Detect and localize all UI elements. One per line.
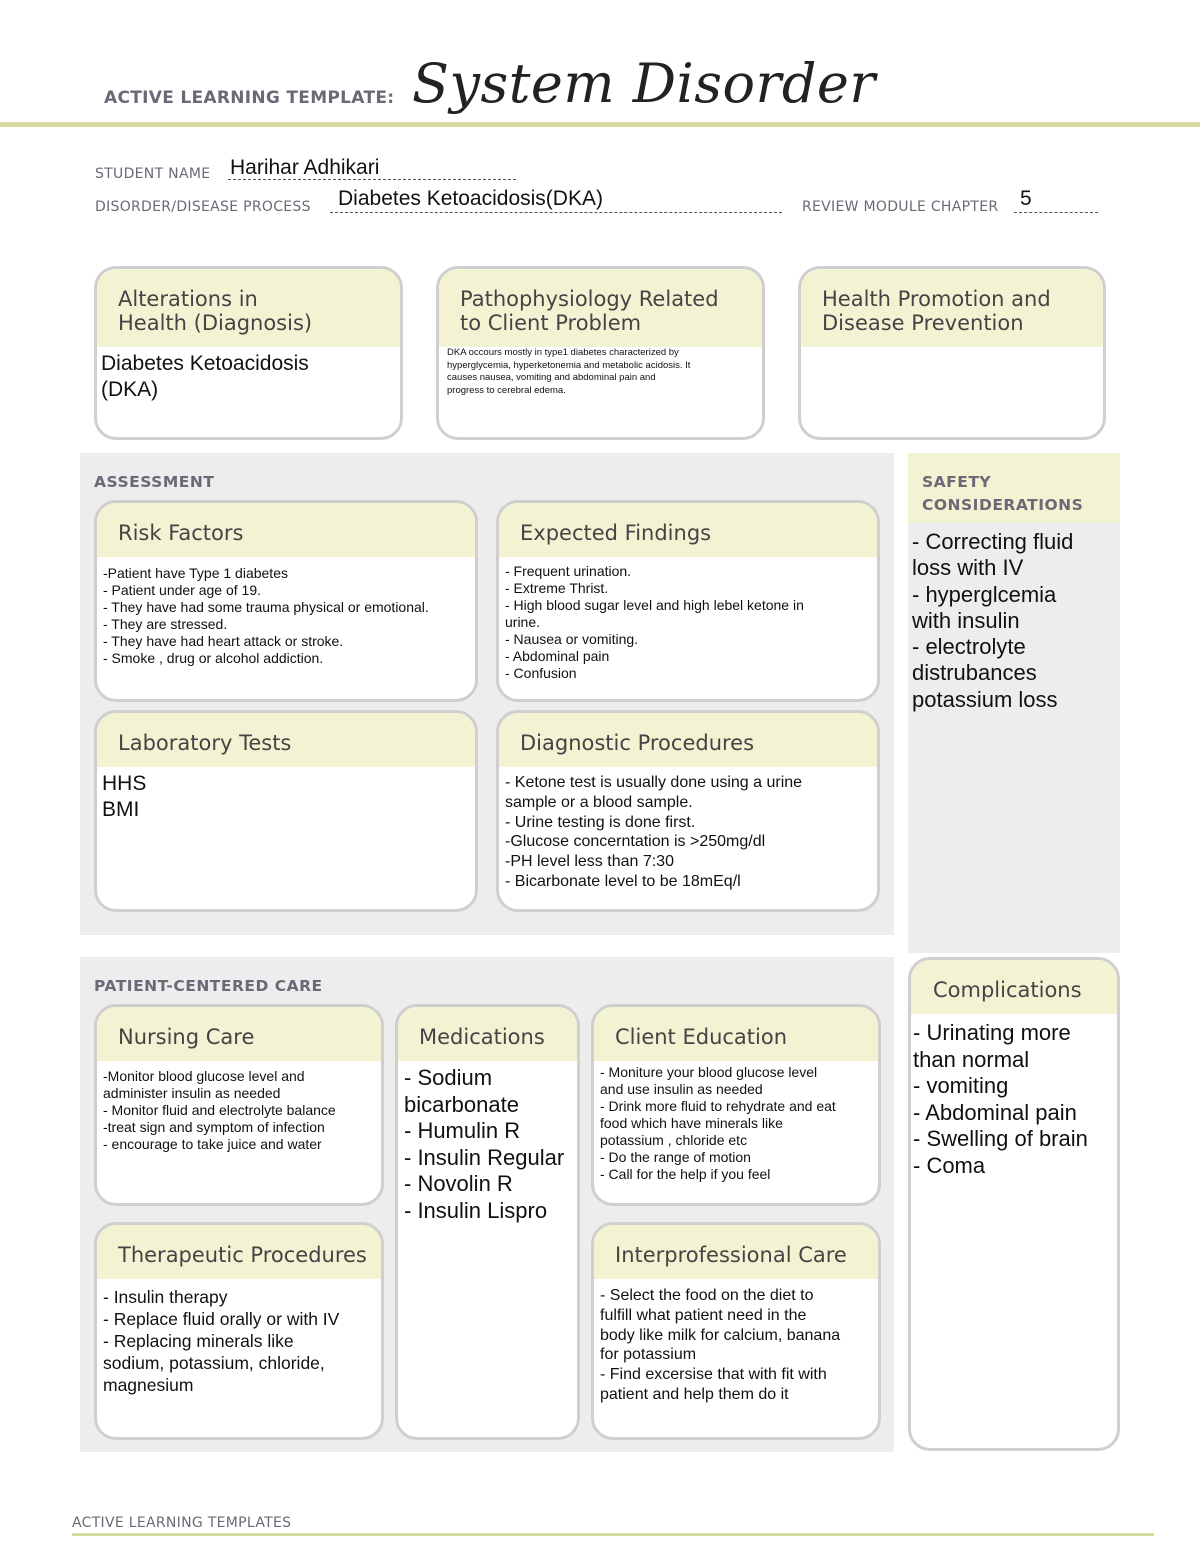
client-education-card [591, 1004, 881, 1206]
safety-body[interactable]: - Correcting fluid loss with IV - hyperglcemia with insulin - electrolyte distrubances potassium loss [912, 529, 1074, 712]
medications-body[interactable]: - Sodium bicarbonate - Humulin R - Insulin Regular - Novolin R - Insulin Lispro [404, 1065, 565, 1223]
therapeutic-procedures-body[interactable]: - Insulin therapy - Replace fluid orally or with IV - Replacing minerals like sodium, potassium, chloride, magnesium [103, 1287, 340, 1395]
disorder-line [330, 211, 782, 213]
pathophysiology-body[interactable]: DKA occours mostly in type1 diabetes characterized by hyperglycemia, hyperketonemia and metabolic acidosis. It causes nausea, vomiting and abdominal pain and progress to cerebral edema. [447, 347, 691, 396]
expected-findings-card [496, 500, 880, 702]
laboratory-tests-body[interactable]: HHS BMI [102, 772, 147, 821]
header-divider [0, 122, 1200, 127]
medications-title: Medications [398, 1007, 577, 1061]
client-education-body[interactable]: - Moniture your blood glucose level and use insulin as needed - Drink more fluid to rehydrate and eat food which have minerals like potassium , chloride etc - Do the range of motion - Call for the help if you feel [600, 1064, 836, 1182]
chapter-label: REVIEW MODULE CHAPTER [802, 199, 999, 215]
laboratory-tests-title: Laboratory Tests [97, 713, 475, 767]
health-promotion-card [798, 266, 1106, 440]
nursing-care-card [94, 1004, 384, 1206]
footer-label: ACTIVE LEARNING TEMPLATES [72, 1515, 292, 1531]
patient-care-title: PATIENT-CENTERED CARE [94, 977, 323, 995]
footer-divider [72, 1533, 1154, 1536]
laboratory-tests-card [94, 710, 478, 912]
alterations-card [94, 266, 403, 440]
complications-title: Complications [911, 960, 1117, 1014]
complications-card [908, 957, 1120, 1451]
nursing-care-body[interactable]: -Monitor blood glucose level and administer insulin as needed - Monitor fluid and electrolyte balance -treat sign and symptom of infection - encourage to take juice and water [103, 1068, 336, 1152]
therapeutic-procedures-card [94, 1222, 384, 1440]
risk-factors-title: Risk Factors [97, 503, 475, 557]
pathophysiology-card [436, 266, 765, 440]
chapter-line [1014, 211, 1098, 213]
medications-card [395, 1004, 580, 1440]
client-education-title: Client Education [594, 1007, 878, 1061]
disorder-field[interactable]: Diabetes Ketoacidosis(DKA) [338, 187, 603, 210]
pathophysiology-title: Pathophysiology Related to Client Problem [439, 269, 762, 347]
health-promotion-body[interactable] [801, 347, 1103, 355]
safety-title: SAFETY CONSIDERATIONS [908, 453, 1120, 523]
chapter-field[interactable]: 5 [1020, 187, 1032, 210]
risk-factors-card [94, 500, 478, 702]
student-name-label: STUDENT NAME [95, 166, 211, 182]
disorder-label: DISORDER/DISEASE PROCESS [95, 199, 311, 215]
alterations-body[interactable]: Diabetes Ketoacidosis (DKA) [101, 352, 309, 401]
health-promotion-title: Health Promotion and Disease Prevention [801, 269, 1103, 347]
diagnostic-procedures-title: Diagnostic Procedures [499, 713, 877, 767]
interprofessional-care-card [591, 1222, 881, 1440]
therapeutic-procedures-title: Therapeutic Procedures [97, 1225, 381, 1279]
template-label: ACTIVE LEARNING TEMPLATE: [104, 88, 395, 108]
page-title: System Disorder [412, 52, 876, 115]
alterations-title: Alterations in Health (Diagnosis) [97, 269, 400, 347]
assessment-title: ASSESSMENT [94, 473, 215, 491]
student-name-field[interactable]: Harihar Adhikari [230, 156, 380, 179]
interprofessional-care-title: Interprofessional Care [594, 1225, 878, 1279]
complications-body[interactable]: - Urinating more than normal - vomiting - Abdominal pain - Swelling of brain - Coma [913, 1020, 1088, 1178]
safety-panel [908, 453, 1120, 953]
expected-findings-body[interactable]: - Frequent urination. - Extreme Thrist. - High blood sugar level and high lebel ketone in urine. - Nausea or vomiting. - Abdominal pain - Confusion [505, 563, 804, 681]
diagnostic-procedures-card [496, 710, 880, 912]
expected-findings-title: Expected Findings [499, 503, 877, 557]
risk-factors-body[interactable]: -Patient have Type 1 diabetes - Patient under age of 19. - They have had some trauma physical or emotional. - They are stressed. - They have had heart attack or stroke. - Smoke , drug or alcohol addiction. [103, 565, 429, 666]
diagnostic-procedures-body[interactable]: - Ketone test is usually done using a urine sample or a blood sample. - Urine testing is done first. -Glucose concerntation is >250mg/dl -PH level less than 7:30 - Bicarbonate level to be 18mEq/l [505, 774, 803, 890]
interprofessional-care-body[interactable]: - Select the food on the diet to fulfill what patient need in the body like milk for calcium, banana for potassium - Find excersise that with fit with patient and help them do it [600, 1287, 841, 1403]
nursing-care-title: Nursing Care [97, 1007, 381, 1061]
